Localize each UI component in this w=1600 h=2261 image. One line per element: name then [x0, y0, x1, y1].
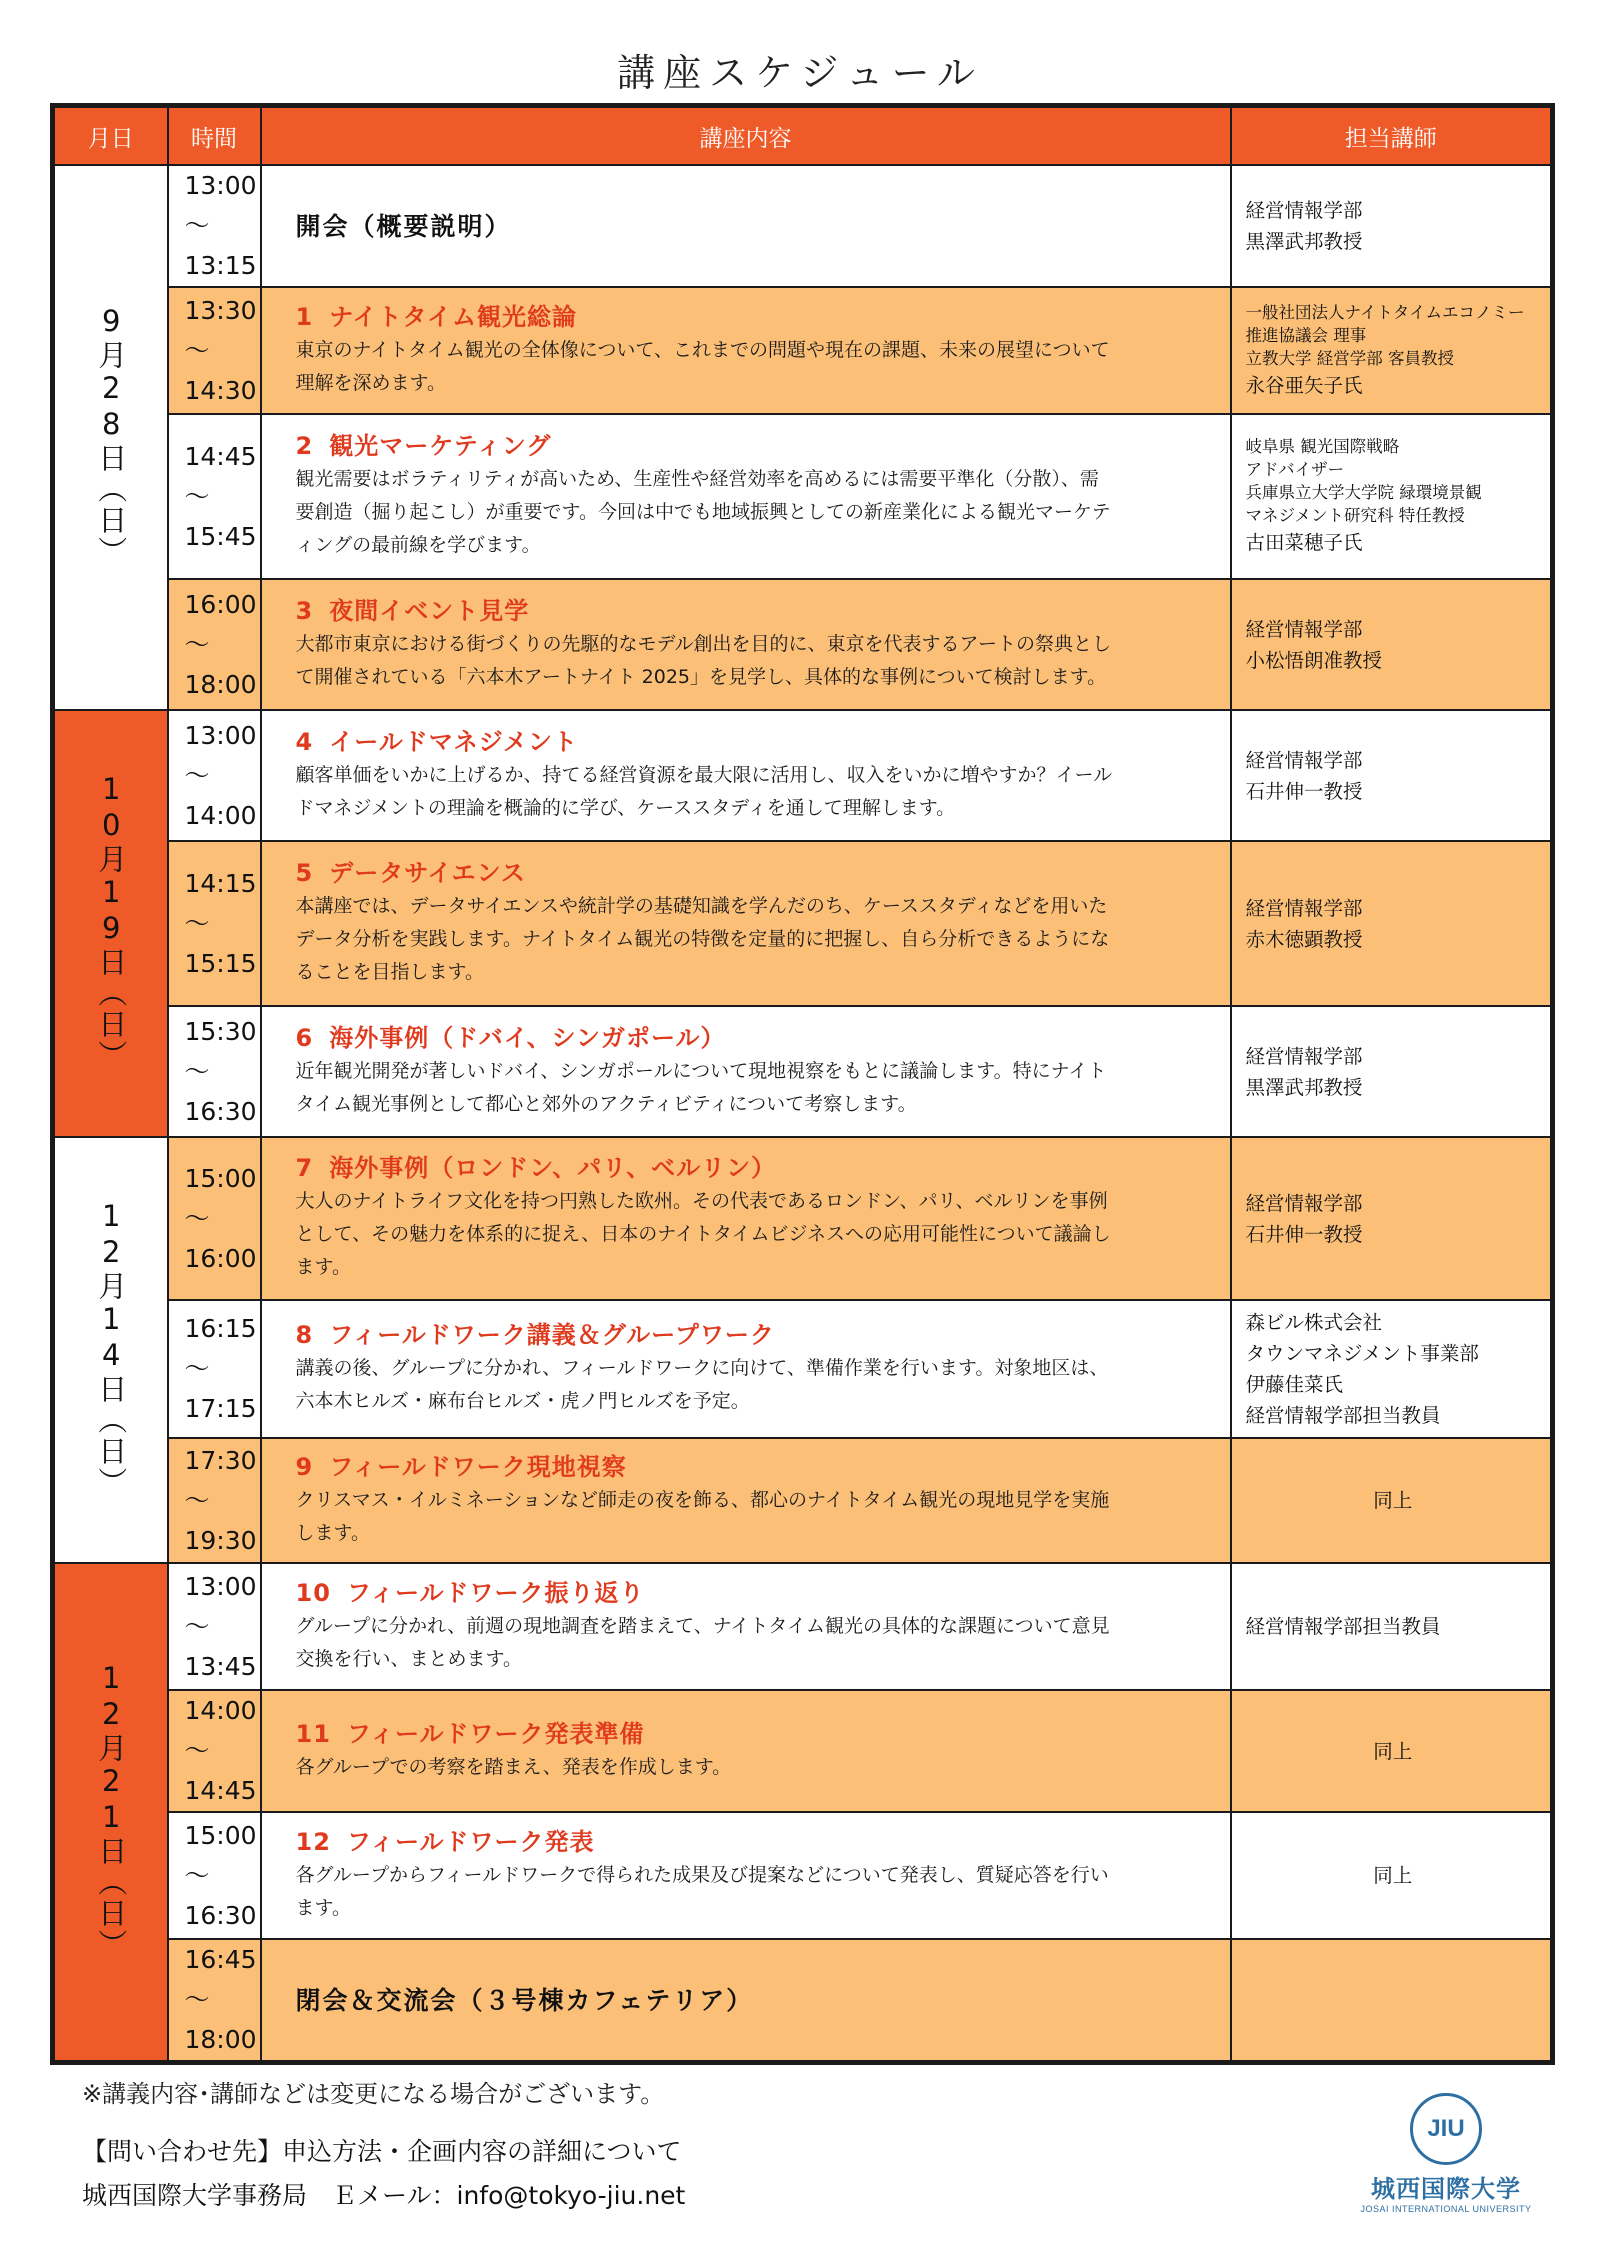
lecturer-cell: [1231, 841, 1553, 1006]
end-time: ～ 14:45: [184, 1736, 257, 1805]
time-cell: [168, 414, 261, 579]
description-line: 大都市東京における街づくりの先駆的なモデル創出を目的に、東京を代表するアートの祭典とし: [295, 632, 1111, 655]
lecturer-line: 経営情報学部担当教員: [1245, 1404, 1441, 1427]
contact-line-2: 城西国際大学事務局 Ｅメール：info@tokyo-jiu.net: [82, 2181, 686, 2210]
lecturer-cell: [1231, 1137, 1553, 1300]
content-cell: [261, 414, 1231, 579]
lecturer-cell: [1231, 1690, 1553, 1812]
header-row: [53, 106, 1553, 166]
session-title: 閉会＆交流会（３号棟カフェテリア）: [295, 1986, 754, 2015]
session-date: 12月21日（日）: [94, 1660, 129, 1960]
description-line: ィングの最前線を学びます。: [295, 534, 541, 556]
schedule-row: [53, 1939, 1553, 2063]
content-cell: [261, 1939, 1231, 2063]
lecture-description: [296, 463, 1216, 562]
schedule-row: [53, 1300, 1553, 1438]
lecture-title: [296, 429, 1216, 463]
lecture-title: [296, 1021, 1216, 1055]
start-time: 14:15: [184, 868, 257, 898]
lecture-number: 2: [295, 432, 314, 460]
schedule-row: [53, 1137, 1553, 1300]
time-cell: [168, 165, 261, 287]
description-line: ることを目指します。: [295, 961, 484, 983]
lecture-title-text: データサイエンス: [329, 859, 526, 887]
schedule-row: [53, 710, 1553, 841]
lecture-title: [296, 594, 1216, 628]
lecturer-cell: [1231, 710, 1553, 841]
lecture-title-text: ナイトタイム観光総論: [329, 302, 578, 331]
time-cell: [168, 1939, 261, 2063]
lecturer-line: 伊藤佳菜氏: [1245, 1373, 1344, 1396]
end-time: ～ 14:30: [184, 335, 257, 405]
start-time: 16:45: [184, 1945, 257, 1974]
session-date: 10月19日（日）: [94, 772, 129, 1071]
lecture-description: [296, 628, 1216, 694]
start-time: 14:00: [184, 1696, 257, 1725]
lecture-title-text: 海外事例（ロンドン、パリ、ベルリン）: [329, 1154, 777, 1182]
session-date: 12月14日（日）: [94, 1198, 129, 1498]
lecturer-line: 同上: [1373, 1864, 1413, 1887]
start-time: 15:30: [184, 1016, 257, 1046]
header-lecturer: 担当講師: [1231, 106, 1553, 166]
description-line: 近年観光開発が著しいドバイ、シンガポールについて現地視察をもとに議論します。特にナイト: [295, 1059, 1107, 1082]
lecturer-line: 経営情報学部: [1245, 748, 1363, 772]
lecture-title: [296, 1825, 1216, 1859]
university-name-en: JOSAI INTERNATIONAL UNIVERSITY: [1360, 2204, 1532, 2214]
description-line: 各グループでの考察を踏まえ、発表を作成します。: [295, 1755, 732, 1778]
lecture-description: [296, 1484, 1216, 1550]
content-cell: [261, 841, 1231, 1006]
lecturer-line: 石井伸一教授: [1245, 1222, 1363, 1246]
lecturer-cell: [1231, 579, 1553, 710]
lecture-title: [296, 1717, 1216, 1751]
lecturer-cell: [1231, 287, 1553, 414]
lecturer-cell: [1231, 1006, 1553, 1137]
schedule-row: [53, 414, 1553, 579]
description-line: 顧客単価をいかに上げるか、持てる経営資源を最大限に活用し、収入をいかに増やすか？イール: [295, 763, 1113, 786]
start-time: 13:30: [184, 295, 257, 325]
time-cell: [168, 1563, 261, 1690]
description-line: ドマネジメントの理論を概論的に学び、ケーススタディを通して理解します。: [295, 796, 956, 819]
description-line: 大人のナイトライフ文化を持つ円熟した欧州。その代表であるロンドン、パリ、ベルリンを事例: [295, 1190, 1108, 1212]
lecture-title-text: フィールドワーク発表準備: [346, 1719, 645, 1748]
lecturer-affiliation: 岐阜県 観光国際戦略: [1245, 437, 1400, 456]
start-time: 16:00: [184, 589, 257, 619]
time-cell: [168, 1690, 261, 1812]
description-line: 要創造（掘り起こし）が重要です。今回は中でも地域振興としての新産業化による観光マーケテ: [295, 501, 1111, 523]
lecture-title-text: 夜間イベント見学: [329, 596, 530, 625]
description-line: 各グループからフィールドワークで得られた成果及び提案などについて発表し、質疑応答を行い: [295, 1863, 1109, 1886]
schedule-row: [53, 1006, 1553, 1137]
content-cell: [261, 1137, 1231, 1300]
lecture-title-text: 観光マーケティング: [329, 432, 552, 460]
lecturer-line: 黒澤武邦教授: [1245, 1075, 1363, 1099]
university-emblem-icon: JIU: [1410, 2093, 1482, 2165]
lecturer-line: タウンマネジメント事業部: [1245, 1342, 1479, 1365]
lecturer-line: 永谷亜矢子氏: [1245, 373, 1363, 397]
time-cell: [168, 710, 261, 841]
start-time: 17:30: [184, 1445, 257, 1475]
lecture-number: 5: [295, 859, 314, 887]
content-cell: [261, 287, 1231, 414]
end-time: ～ 18:00: [184, 1985, 257, 2054]
time-cell: [168, 1438, 261, 1563]
header-content: 講座内容: [261, 106, 1231, 166]
lecture-title: [296, 725, 1216, 759]
lecture-description: [296, 1610, 1216, 1676]
description-line: します。: [295, 1521, 370, 1544]
content-cell: [261, 1690, 1231, 1812]
description-line: クリスマス・イルミネーションなど師走の夜を飾る、都心のナイトタイム観光の現地見学を実施: [295, 1488, 1110, 1511]
end-time: ～ 16:00: [184, 1203, 257, 1273]
schedule-row: [53, 1563, 1553, 1690]
content-cell: [261, 1812, 1231, 1939]
content-cell: [261, 1300, 1231, 1438]
description-line: 東京のナイトタイム観光の全体像について、これまでの問題や現在の課題、未来の展望について: [295, 338, 1110, 361]
lecturer-affiliation: 推進協議会 理事: [1245, 325, 1367, 345]
lecturer-line: 黒澤武邦教授: [1245, 230, 1363, 253]
lecture-number: 10: [295, 1578, 331, 1607]
content-cell: [261, 1438, 1231, 1563]
lecture-number: 6: [295, 1023, 314, 1052]
contact-info: [82, 2130, 685, 2218]
lecturer-line: 赤木徳顕教授: [1245, 927, 1363, 951]
schedule-row: [53, 1438, 1553, 1563]
start-time: 15:00: [184, 1820, 257, 1850]
lecturer-affiliation: 兵庫県立大学大学院 緑環境景観: [1245, 483, 1482, 502]
content-cell: [261, 1563, 1231, 1690]
schedule-table: [50, 103, 1555, 2065]
lecturer-line: 同上: [1373, 1489, 1413, 1512]
lecturer-cell: [1231, 414, 1553, 579]
lecture-number: 7: [295, 1154, 314, 1182]
lecture-title: [296, 1151, 1216, 1185]
lecturer-affiliation: 一般社団法人ナイトタイムエコノミー: [1245, 302, 1525, 322]
date-cell: [53, 1563, 168, 2063]
lecture-title: [296, 300, 1216, 334]
description-line: 理解を深めます。: [295, 371, 446, 394]
lecturer-cell: [1231, 1438, 1553, 1563]
end-time: ～ 13:15: [184, 211, 257, 280]
start-time: 15:00: [184, 1163, 257, 1193]
lecture-number: 4: [295, 727, 314, 756]
lecture-title-text: フィールドワーク発表: [346, 1827, 595, 1856]
university-name: 城西国際大学: [1371, 2175, 1521, 2203]
description-line: 講義の後、グループに分かれ、フィールドワークに向けて、準備作業を行います。対象地区は、: [295, 1357, 1109, 1379]
description-line: ます。: [295, 1256, 351, 1278]
session-date: 9月28日（日）: [94, 304, 129, 567]
lecture-description: [296, 1751, 1216, 1784]
end-time: ～ 13:45: [184, 1611, 257, 1681]
start-time: 16:15: [184, 1314, 257, 1343]
lecture-title: [296, 856, 1216, 890]
lecturer-cell: [1231, 1812, 1553, 1939]
lecture-description: [296, 759, 1216, 825]
lecturer-line: 同上: [1373, 1739, 1413, 1763]
start-time: 13:00: [184, 171, 257, 200]
lecturer-affiliation: マネジメント研究科 特任教授: [1245, 506, 1465, 525]
lecture-title-text: フィールドワーク講義＆グループワーク: [329, 1321, 775, 1349]
schedule-row: [53, 841, 1553, 1006]
description-line: 本講座では、データサイエンスや統計学の基礎知識を学んだのち、ケーススタディなどを用いた: [295, 895, 1108, 917]
lecture-title-text: イールドマネジメント: [329, 727, 579, 756]
lecture-title: [296, 1318, 1216, 1352]
description-line: て開催されている「六本木アートナイト 2025」を見学し、具体的な事例について検討します。: [295, 665, 1107, 688]
time-cell: [168, 1137, 261, 1300]
content-cell: [261, 1006, 1231, 1137]
lecturer-line: 経営情報学部: [1245, 1044, 1363, 1068]
schedule-row: [53, 1690, 1553, 1812]
lecture-title-text: フィールドワーク現地視察: [329, 1452, 627, 1481]
lecture-number: 12: [295, 1827, 331, 1856]
lecture-description: [296, 1859, 1216, 1925]
lecturer-affiliation: アドバイザー: [1245, 460, 1345, 479]
description-line: 六本木ヒルズ・麻布台ヒルズ・虎ノ門ヒルズを予定。: [295, 1390, 750, 1412]
schedule-row: [53, 287, 1553, 414]
lecture-number: 8: [295, 1321, 314, 1349]
time-cell: [168, 1300, 261, 1438]
lecture-description: [296, 1055, 1216, 1121]
description-line: ます。: [295, 1896, 351, 1919]
time-cell: [168, 841, 261, 1006]
lecturer-cell: [1231, 1300, 1553, 1438]
lecturer-cell: [1231, 165, 1553, 287]
start-time: 13:00: [184, 1571, 257, 1601]
start-time: 14:45: [184, 441, 257, 471]
end-time: ～ 15:45: [184, 481, 257, 551]
lecturer-line: 経営情報学部担当教員: [1245, 1615, 1441, 1638]
date-cell: [53, 1137, 168, 1563]
end-time: ～ 14:00: [184, 760, 257, 830]
end-time: ～ 19:30: [184, 1485, 257, 1555]
description-line: タイム観光事例として都心と郊外のアクティビティについて考察します。: [295, 1092, 917, 1115]
content-cell: [261, 710, 1231, 841]
content-cell: [261, 579, 1231, 710]
lecturer-line: 石井伸一教授: [1245, 779, 1363, 803]
lecture-title: [296, 1450, 1216, 1484]
lecture-number: 9: [295, 1452, 314, 1481]
lecturer-line: 経営情報学部: [1245, 896, 1363, 920]
lecture-description: [296, 1352, 1216, 1418]
description-line: として、その魅力を体系的に捉え、日本のナイトタイムビジネスへの応用可能性について議論し: [295, 1223, 1111, 1245]
lecturer-line: 経営情報学部: [1245, 1191, 1363, 1215]
schedule-row: [53, 165, 1553, 287]
lecture-number: 11: [295, 1719, 331, 1748]
lecture-number: 1: [295, 302, 314, 331]
description-line: データ分析を実践します。ナイトタイム観光の特徴を定量的に把握し、自ら分析できるようにな: [295, 928, 1110, 950]
lecturer-cell: [1231, 1563, 1553, 1690]
end-time: ～ 18:00: [184, 629, 257, 699]
time-cell: [168, 1812, 261, 1939]
contact-line-1: 【問い合わせ先】申込方法・企画内容の詳細について: [82, 2137, 682, 2166]
session-title: 開会（概要説明）: [295, 212, 512, 241]
description-line: 交換を行い、まとめます。: [295, 1647, 522, 1670]
lecturer-line: 古田菜穂子氏: [1245, 531, 1363, 554]
schedule-row: [53, 579, 1553, 710]
footnote: ※講義内容･講師などは変更になる場合がございます。: [82, 2080, 665, 2108]
lecture-description: [296, 1185, 1216, 1284]
description-line: グループに分かれ、前週の現地調査を踏まえて、ナイトタイム観光の具体的な課題について意見: [295, 1614, 1110, 1637]
end-time: ～ 16:30: [184, 1860, 257, 1930]
lecture-title-text: フィールドワーク振り返り: [346, 1578, 645, 1607]
time-cell: [168, 579, 261, 710]
lecture-description: [296, 890, 1216, 989]
date-cell: [53, 710, 168, 1137]
lecturer-line: 森ビル株式会社: [1245, 1311, 1383, 1334]
header-time: 時間: [168, 106, 261, 166]
lecturer-line: 経営情報学部: [1245, 199, 1363, 222]
lecturer-affiliation: 立教大学 経営学部 客員教授: [1245, 348, 1454, 368]
end-time: ～ 15:15: [184, 908, 257, 978]
lecturer-line: 小松悟朗准教授: [1245, 648, 1383, 672]
university-logo: [1360, 2093, 1532, 2214]
lecture-number: 3: [295, 596, 314, 625]
lecturer-cell: [1231, 1939, 1553, 2063]
lecture-title-text: 海外事例（ドバイ、シンガポール）: [329, 1023, 726, 1052]
lecturer-line: 経営情報学部: [1245, 617, 1363, 641]
start-time: 13:00: [184, 720, 257, 750]
date-cell: [53, 165, 168, 710]
lecture-description: [296, 334, 1216, 400]
description-line: 観光需要はボラティリティが高いため、生産性や経営効率を高めるには需要平準化（分散）、需: [295, 468, 1099, 490]
time-cell: [168, 1006, 261, 1137]
end-time: ～ 17:15: [184, 1354, 257, 1423]
page-title: 講座スケジュール: [617, 51, 983, 95]
content-cell: [261, 165, 1231, 287]
end-time: ～ 16:30: [184, 1056, 257, 1126]
time-cell: [168, 287, 261, 414]
schedule-row: [53, 1812, 1553, 1939]
header-date: 月日: [53, 106, 168, 166]
lecture-title: [296, 1576, 1216, 1610]
